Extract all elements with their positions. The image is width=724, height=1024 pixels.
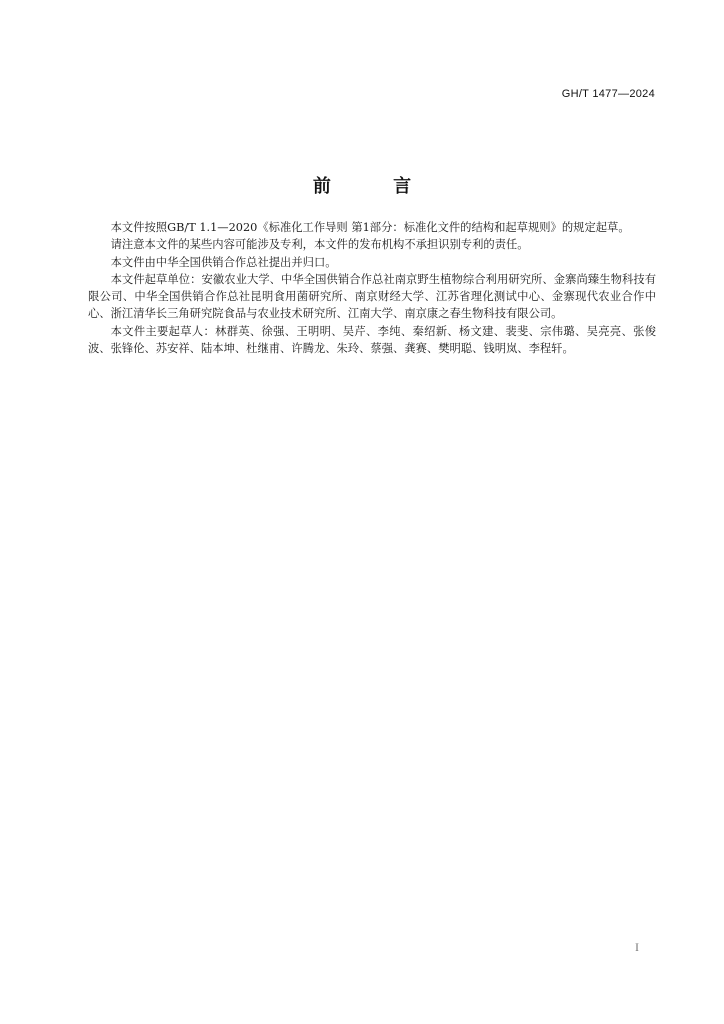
standard-code: GH/T 1477—2024 <box>561 88 655 100</box>
paragraph-drafting-rules: 本文件按照GB/T 1.1—2020《标准化工作导则 第1部分：标准化文件的结构和起草规则》的规定起草。 <box>110 221 630 234</box>
foreword-body <box>88 219 656 357</box>
page-title: 前 言 <box>312 176 440 197</box>
paragraph-drafters: 本文件主要起草人：林群英、徐强、王明明、吴芹、李纯、秦绍新、杨文建、裴斐、宗伟璐、吴亮亮、张俊波、张锋伦、苏安祥、陆本坤、杜继甫、许腾龙、朱玲、蔡强、龚赛、樊明聪、钱明岚、李程轩。 <box>88 324 656 356</box>
paragraph-proposer: 本文件由中华全国供销合作总社提出并归口。 <box>110 255 337 269</box>
paragraph-drafting-units: 本文件起草单位：安徽农业大学、中华全国供销合作总社南京野生植物综合利用研究所、金寨尚臻生物科技有限公司、中华全国供销合作总社昆明食用菌研究所、南京财经大学、江苏省理化测试中心、金寨现代农业合作中心、浙江清华长三角研究院食品与农业技术研究所、江南大学、南京康之春生物科技有限公司。 <box>88 272 656 321</box>
paragraph-patent-notice: 请注意本文件的某些内容可能涉及专利，本文件的发布机构不承担识别专利的责任。 <box>110 238 529 252</box>
page-number: I <box>635 940 639 954</box>
